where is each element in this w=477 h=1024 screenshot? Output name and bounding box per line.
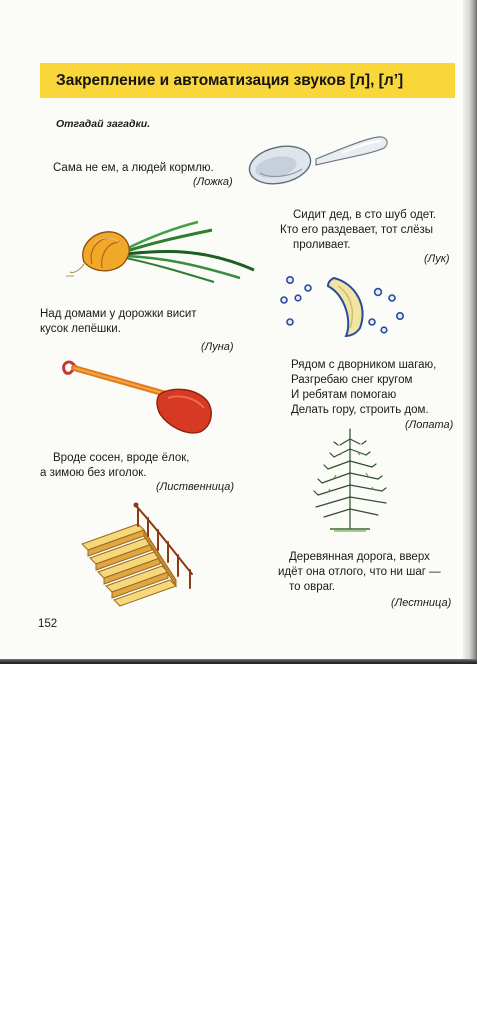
riddle-line: Кто его раздевает, тот слёзы (280, 224, 434, 236)
title-banner (40, 63, 455, 98)
riddle-line: Деревянная дорога, вверх (289, 551, 430, 563)
riddle-line: Сама не ем, а людей кормлю. (53, 162, 214, 174)
riddle-onion-answer: (Лук) (424, 253, 450, 265)
riddle-moon-answer: (Луна) (201, 341, 234, 353)
riddle-spoon-answer: (Ложка) (193, 176, 233, 188)
onion-icon (64, 220, 262, 286)
moon-icon (276, 270, 416, 340)
riddle-shovel-text (291, 358, 436, 418)
riddle-line: Разгребаю снег кругом (291, 374, 413, 386)
page-number: 152 (38, 618, 58, 630)
riddle-larch-text (40, 451, 189, 481)
page-bottom-edge (0, 659, 477, 664)
riddle-line: Над домами у дорожки висит (40, 308, 197, 320)
riddle-line: Сидит дед, в сто шуб одет. (293, 209, 437, 221)
book-gutter-shadow (463, 0, 477, 664)
riddle-line: Рядом с дворником шагаю, (291, 359, 437, 371)
page-title: Закрепление и автоматизация звуков [л], [л’] (56, 71, 404, 89)
riddle-line: идёт она отлого, что ни шаг — (278, 566, 441, 578)
riddle-larch-answer: (Лиственница) (156, 481, 235, 493)
riddle-shovel-answer: (Лопата) (405, 419, 454, 431)
riddle-line: то овраг. (289, 581, 336, 593)
riddle-onion-text (280, 208, 437, 253)
riddle-line: И ребятам помогаю (291, 389, 397, 401)
riddle-line: Делать гору, строить дом. (291, 404, 429, 416)
staircase-icon (78, 500, 206, 610)
riddle-line: а зимою без иголок. (40, 467, 147, 479)
section-subtitle: Отгадай загадки. (56, 118, 151, 130)
riddle-line: кусок лепёшки. (40, 323, 121, 335)
riddle-spoon-text (53, 161, 214, 176)
riddle-line: Вроде сосен, вроде ёлок, (53, 452, 190, 464)
riddle-line: проливает. (293, 239, 351, 251)
riddle-stairs-answer: (Лестница) (391, 597, 452, 609)
riddle-moon-text (40, 307, 197, 337)
spoon-icon (246, 131, 392, 193)
larch-tree-icon (300, 425, 400, 535)
shovel-icon (58, 356, 218, 438)
riddle-stairs-text (278, 550, 441, 595)
